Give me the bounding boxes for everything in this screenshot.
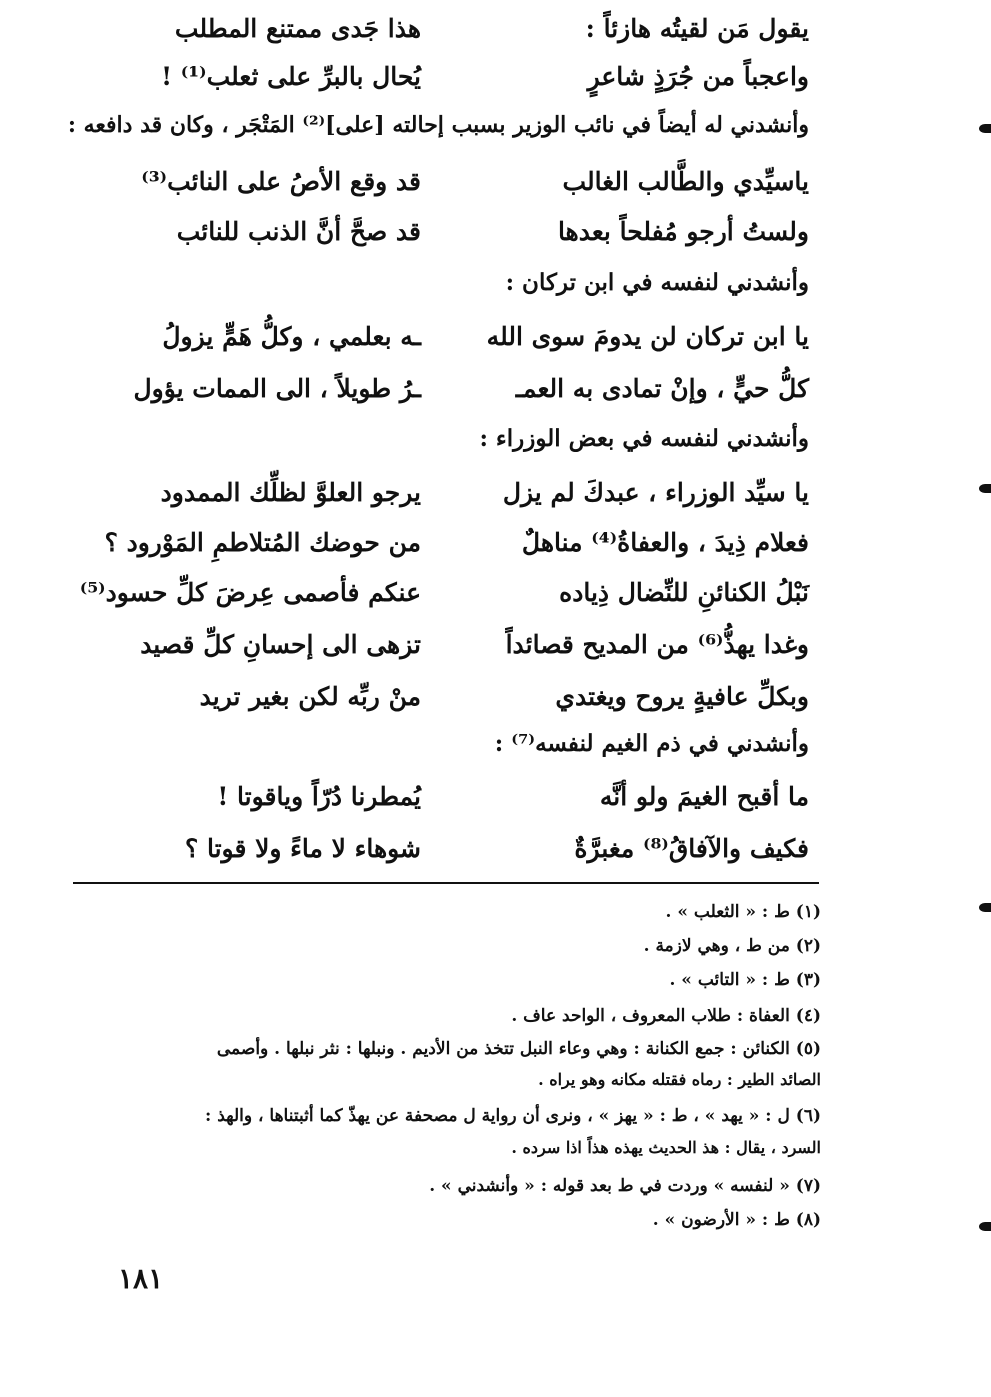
verse-sadr: فكيف والآفاقُ⁽⁸⁾ مغبرَّةٌ: [574, 834, 809, 863]
scan-edge-mark: [979, 903, 991, 912]
footnote-continuation: السرد ، يقال : هذ الحديث يهذه هذاً اذا سرده .: [511, 1138, 821, 1157]
verse-sadr: فعلام ذِيدَ ، والعفاةُ⁽⁴⁾ مناهلٌ: [521, 528, 809, 557]
intro-line: وأنشدني في ذم الغيم لنفسه⁽⁷⁾ :: [494, 730, 809, 757]
verse-ajuz: عنكم فأصمى عِرضَ كلِّ حسود⁽⁵⁾: [79, 578, 421, 607]
verse-sadr: واعجباً من جُرَذٍ شاعرٍ: [587, 62, 809, 91]
verse-ajuz: منْ ربِّه لكن بغير تريد: [199, 682, 421, 711]
verse-sadr: يقول مَن لقيتُه هازئاً :: [585, 14, 809, 43]
footnote: (٢) من ط ، وهي لازمة .: [643, 936, 821, 956]
footnote: (٧) « لنفسه » وردت في ط بعد قوله : « وأنشدني » .: [429, 1176, 821, 1196]
verse-ajuz: يرجو العلوَّ لظلِّك الممدود: [160, 478, 421, 507]
verse-sadr: نَبْلُ الكنائنِ للنِّضال ذِياده: [559, 578, 809, 607]
verse-sadr: يا سيِّد الوزراء ، عبدكَ لم يزل: [502, 478, 809, 507]
footnote: (٦) ل : « يهد » ، ط : « يهز » ، ونرى أن رواية ل مصحفة عن يهذّ كما أثبتناها ، والهذ :: [205, 1106, 821, 1126]
intro-line: وأنشدني له أيضاً في نائب الوزير بسبب إحالته [على]⁽²⁾ المَتْجَر ، وكان قد دافعه :: [67, 112, 809, 138]
page-number: ١٨١: [118, 1262, 164, 1295]
verse-ajuz: ـرُ طويلاً ، الى الممات يؤول: [133, 374, 421, 403]
verse-sadr: وغدا يهذُّ⁽⁶⁾ من المديح قصائداً: [505, 630, 809, 659]
footnote: (٣) ط : « التائب » .: [669, 970, 821, 990]
verse-ajuz: هذا جَدى ممتنع المطلب: [174, 14, 421, 43]
scan-edge-mark: [979, 124, 991, 133]
footnote: (٤) العفاة : طلاب المعروف ، الواحد عاف .: [511, 1006, 821, 1026]
intro-line: وأنشدني لنفسه في بعض الوزراء :: [479, 425, 809, 452]
scan-edge-mark: [979, 1222, 991, 1231]
intro-line: وأنشدني لنفسه في ابن تركان :: [505, 269, 809, 296]
verse-sadr: ولستُ أرجو مُفلحاً بعدها: [557, 217, 809, 246]
footnote: (٨) ط : « الأرضون » .: [652, 1210, 821, 1230]
scan-edge-mark: [979, 484, 991, 493]
footnote: (١) ط : « الثعلب » .: [665, 902, 821, 922]
verse-ajuz: يُمطرنا دُرّاً وياقوتا !: [217, 782, 421, 811]
verse-sadr: وبكلِّ عافيةٍ يروح ويغتدي: [555, 682, 809, 711]
verse-sadr: ما أقبح الغيمَ ولو أنَّه: [599, 782, 809, 811]
verse-ajuz: شوهاء لا ماءً ولا قوتا ؟: [185, 834, 421, 863]
footnote: (٥) الكنائن : جمع الكنانة : وهي وعاء النبل تتخذ من الأديم . ونبلها : نثر نبلها . وأصمى: [216, 1039, 821, 1059]
verse-ajuz: يُحال بالبرِّ على ثعلب⁽¹⁾ !: [161, 62, 421, 91]
footnote-continuation: الصائد الطير : رماه فقتله مكانه وهو يراه .: [538, 1070, 821, 1089]
verse-ajuz: من حوضك المُتلاطمِ المَوْرود ؟: [104, 528, 421, 557]
verse-ajuz: تزهى الى إحسانِ كلِّ قصيد: [140, 630, 421, 659]
verse-ajuz: ـه بعلمي ، وكلُّ هَمٍّ يزولُ: [162, 322, 421, 351]
verse-sadr: كلُّ حيٍّ ، وإنْ تمادى به العمـ: [515, 374, 809, 403]
verse-sadr: يا ابن تركان لن يدومَ سوى الله: [486, 322, 809, 351]
footnote-divider: [73, 882, 819, 884]
verse-ajuz: قد وقع الأصُ على النائب⁽³⁾: [141, 167, 421, 196]
verse-ajuz: قد صحَّ أنَّ الذنب للنائب: [176, 217, 421, 246]
verse-sadr: ياسيِّدي والطَّالب الغالب: [562, 167, 809, 196]
